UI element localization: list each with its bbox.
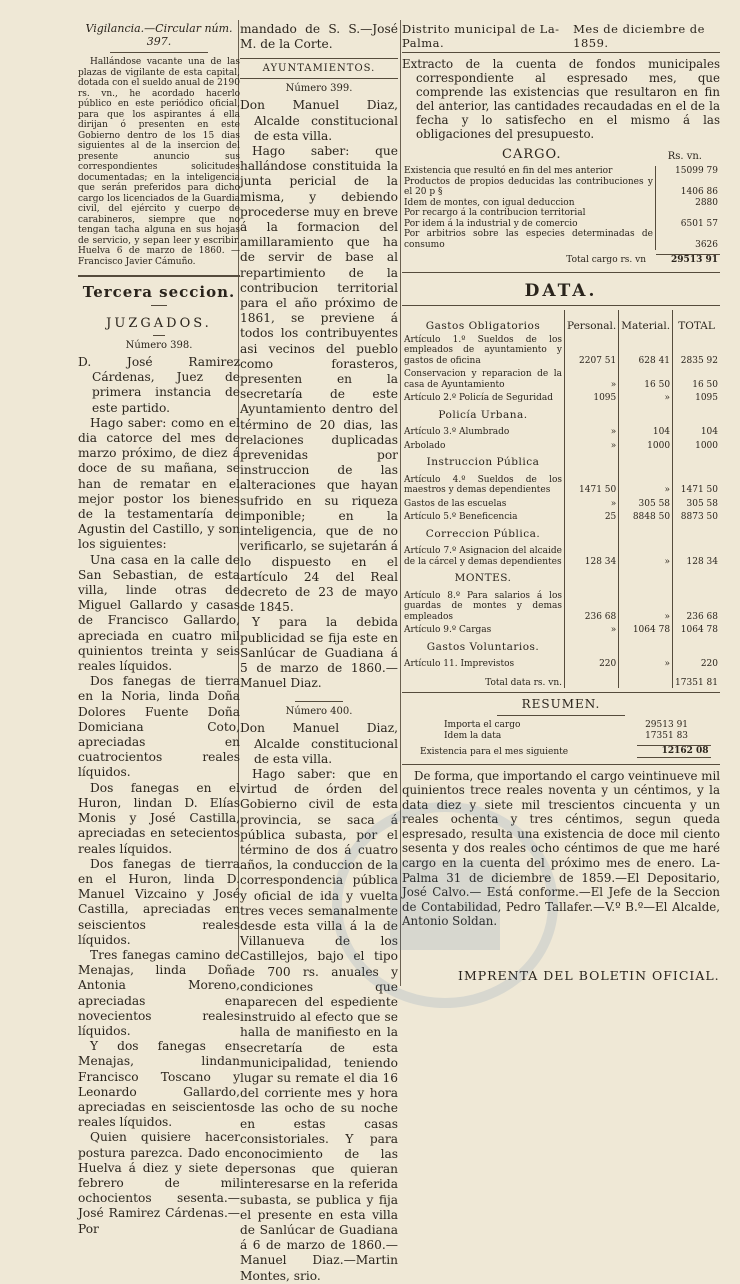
data-cell-personal: 1095 [565,390,619,404]
data-cell-material: 16 50 [619,366,673,390]
juzgados-heading: JUZGADOS. [106,316,212,331]
resumen-amount: 29513 91 [645,720,689,730]
cargo-row [402,166,720,177]
vigilancia-header: Vigilancia.—Circular núm. 397. [85,22,233,48]
month-label: Mes de diciembre de 1859. [573,22,705,50]
data-total-row [402,670,720,689]
data-section-label: Policía Urbana. [438,408,528,421]
juez-intro: D. José Ramirez Cárdenas, Juez de primera instancia de este partido. [78,355,240,415]
extracto-intro: Extracto de la cuenta de fondos municipales correspondiente al espresado mes, que comprende las existencias que resultaron en fin del anterior, las cantidades recaudadas en el de la fecha y lo satisfecho en el mismo á las obligaciones del presupuesto. [402,57,720,141]
data-cell-empty [673,567,720,588]
district-header [402,22,720,50]
data-cell-personal: 220 [565,656,619,670]
resumen-label: Idem la data [444,730,502,741]
data-cell-label: Artículo 1.º Sueldos de los empleados de ayuntamiento y gastos de oficina [404,334,562,366]
data-cell-personal: 1471 50 [565,472,619,496]
data-cell-total: 8873 50 [673,509,720,523]
column-2 [240,22,398,1284]
data-cell-material [619,670,673,689]
data-cell-material: » [619,472,673,496]
data-section-row [402,523,720,544]
cargo-row-label: Productos de propios deducidas las contribuciones y el 20 p § [404,176,653,197]
data-cell-personal: 25 [565,509,619,523]
data-cell-material: 305 58 [619,496,673,510]
data-cell-label: Conservacion y reparacion de la casa de Ayuntamiento [404,369,562,390]
data-title: DATA. [524,280,598,301]
existencia-label: Existencia para el mes siguiente [420,746,569,757]
data-cell-total: 220 [673,656,720,670]
data-row [402,622,720,636]
existencia-row [418,745,711,758]
cargo-row-label: Por arbitrios sobre las especies determinadas de consumo [404,229,653,250]
paragraph-subasta: Hago saber: que en virtud de órden del Gobierno civil de esta provincia, se saca á pública subasta, por el término de dos á cuatro años, la conduccion de la correspondencia pública y oficial de ida y vuelta tres veces semanalmente desde esta villa á la de Villanueva de los Castillejos, bajo el tipo de 700 rs. anuales y condiciones que aparecen del espediente instruido al efecto que se halla de manifiesto en la secretaría de esta municipalidad, teniendo lugar su remate el dia 16 del corriente mes y hora de las ocho de su noche en estas casas consistoriales. Y para conocimiento de las personas que quieran interesarse en la referida subasta, se publica y fija el presente en esta villa de Sanlúcar de Guadiana á 6 de marzo de 1860.—Manuel Diaz.—Martin Montes, srio. [240,766,398,1283]
data-cell-personal: » [565,424,619,438]
cargo-row-amount [656,208,721,219]
data-cell-personal: » [565,622,619,636]
data-row [402,366,720,390]
data-section-label: Gastos Voluntarios. [426,640,540,653]
data-cell-total: 2835 92 [673,332,720,367]
data-section-label: MONTES. [454,572,512,584]
cargo-row-label: Existencia que resultó en fin del mes anterior [404,166,613,176]
vigilancia-text: Hallándose vacante una de las plazas de vigilante de esta capital, dotada con el sueldo anual de 2190 rs. vn., he acordado hacerlo público en este periódico oficial, para que los aspirantes á ella dirijan ó presenten en este Gobierno dentro de los 15 dias siguientes al de la insercion del presente anuncio sus correspondientes solicitudes documentadas; en la inteligencia que serán preferidos para dicho cargo los licenciados de la Guardia civil, del ejército y cuerpo de carabineros, siempre que no tengan tacha alguna en sus hojas de servicio, y sepan leer y escribir. Huelva 6 de marzo de 1860. —Francisco Javier Cámuño. [78,57,240,267]
data-cell-empty [565,567,619,588]
data-cell-label: Gastos de las escuelas [404,498,507,509]
data-cell-total: 104 [673,424,720,438]
data-cell-label: Artículo 7.º Asignacion del alcaide de la cárcel y demas dependientes [404,546,562,567]
rs-vn-label: Rs. vn. [667,151,702,162]
data-cell-label: Artículo 3.º Alumbrado [404,427,510,437]
data-cell-personal: 2207 51 [565,332,619,367]
paragraph-publicidad: Y para la debida publicidad se fija este en Sanlúcar de Guadiana á 5 de marzo de 1860.—Manuel Diaz. [240,615,398,691]
data-cell-material: 628 41 [619,332,673,367]
col-header-personal: Personal. [565,310,619,332]
cargo-row-amount: 6501 57 [656,219,721,230]
data-cell-total: 128 34 [673,543,720,567]
resumen-amount: 17351 83 [645,730,689,741]
column-divider-2 [400,20,401,986]
data-row [402,424,720,438]
data-cell-material: » [619,543,673,567]
number-398: Número 398. [125,340,193,351]
alcalde-intro-399: Don Manuel Diaz, Alcalde constitucional de esta villa. [240,98,398,143]
data-cell-empty [565,523,619,544]
cargo-row-amount: 1406 86 [656,177,721,198]
resumen-row [442,720,690,731]
data-table [402,310,720,689]
cargo-row [402,177,720,198]
column-1 [78,22,240,1237]
cargo-row-amount: 15099 79 [656,166,721,177]
paragraph-amillaramiento: Hago saber: que hallándose constituida la junta pericial de la misma, y debiendo procederse muy en breve á la formacion del amillaramiento que ha de servir de base al repartimiento de la contribucion territorial para el año próximo de 1861, se previene á todos los contribuyentes asi vecinos del pueblo como forasteros, presenten en la secretaría de este Ayuntamiento dentro del término de 20 dias, las relaciones duplicadas prevenidas por instruccion de las alteraciones que hayan sufrido en su riqueza imponible; en la inteligencia, que de no verificarlo, se sujetarán á lo dispuesto en el artículo 24 del Real decreto de 23 de mayo de 1845. [240,144,398,615]
paragraph-hago-saber: Hago saber: como en el dia catorce del mes de marzo próximo, de diez á doce de su mañana, se han de rematar en el mejor postor los bienes de la testamentaría de Agustin del Castillo, y son los siguientes: [78,415,240,552]
cargo-row-label: Idem de montes, con igual deduccion [404,197,575,208]
data-cell-empty [619,451,673,472]
data-cell-total: 1000 [673,438,720,452]
data-cell-empty [619,523,673,544]
data-cell-personal [565,670,619,689]
data-cell-total: 1064 78 [673,622,720,636]
data-cell-label: Artículo 4.º Sueldos de los maestros y demas dependientes [404,474,562,495]
cargo-row [402,208,720,219]
data-row [402,438,720,452]
data-cell-empty [565,636,619,657]
data-cell-material: 8848 50 [619,509,673,523]
conclusion: De forma, que importando el cargo veintinueve mil quinientos trece reales noventa y un céntimos, y la data diez y siete mil trescientos cincuenta y un reales ochenta y tres céntimos, segun queda espresado, resulta una existencia de doce mil ciento sesenta y dos reales ocho céntimos de que me haré cargo en la cuenta del próximo mes de enero. La-Palma 31 de diciembre de 1859.—El Depositario, José Calvo.— Está conforme.—El Jefe de la Seccion de Contabilidad, Pedro Tallafer.—V.º B.º—El Alcalde, Antonio Soldan. [402,768,720,929]
data-cell-material: » [619,390,673,404]
col-header-material: Material. [619,310,673,332]
data-row [402,496,720,510]
cargo-title: CARGO. [502,147,562,162]
data-cell-label: Total data rs. vn. [485,677,562,688]
data-cell-personal: 236 68 [565,588,619,623]
resumen-row [442,731,690,742]
data-cell-total: 16 50 [673,366,720,390]
cargo-table [402,166,720,250]
data-cell-total: 305 58 [673,496,720,510]
data-cell-personal: » [565,496,619,510]
data-cell-empty [619,636,673,657]
section-title: Tercera seccion. [82,283,236,301]
data-row [402,656,720,670]
data-cell-material: 1064 78 [619,622,673,636]
data-section-row [402,404,720,425]
data-row [402,390,720,404]
data-cell-empty [673,404,720,425]
paragraph-huron-1: Dos fanegas en el Huron, lindan D. Elías Monis y José Castilla, apreciadas en setecientos reales líquidos. [78,780,240,856]
data-section-label: Correccion Pública. [425,527,541,540]
data-row [402,588,720,623]
data-cell-empty [619,567,673,588]
imprenta-footer: IMPRENTA DEL BOLETIN OFICIAL. [458,968,720,983]
data-cell-personal: » [565,366,619,390]
data-cell-label: Artículo 2.º Policía de Seguridad [404,393,554,403]
cargo-row-label: Por idem á la industrial y de comercio [404,218,578,229]
cargo-block [402,147,720,266]
cargo-row-label: Por recargo á la contribucion territorial [404,208,586,218]
resumen-title: RESUMEN. [521,697,601,711]
data-section-row [402,451,720,472]
data-row [402,543,720,567]
data-section-label: Instruccion Pública [426,456,540,468]
data-cell-personal: 128 34 [565,543,619,567]
paragraph-menajas-1: Tres fanegas camino de Menajas, linda Doña Antonia Moreno, apreciadas en novecientos reales líquidos. [78,947,240,1038]
resumen-table [442,720,690,741]
data-row [402,472,720,496]
data-cell-label: Artículo 9.º Cargas [404,625,492,635]
data-cell-total: 1095 [673,390,720,404]
data-cell-material: 1000 [619,438,673,452]
col-header-total: TOTAL [673,310,720,332]
data-section-row [402,636,720,657]
data-cell-personal: » [565,438,619,452]
existencia-amount: 12162 08 [637,746,710,758]
data-cell-empty [673,636,720,657]
data-cell-empty [673,451,720,472]
cargo-total-row [402,254,720,266]
number-399: Número 399. [285,83,353,95]
resumen-label: Importa el cargo [444,720,521,730]
cargo-total-label: Total cargo rs. vn [566,255,646,265]
data-section-row [402,567,720,588]
col-header-gastos: Gastos Obligatorios [425,320,541,332]
cargo-row [402,229,720,250]
data-cell-label: Artículo 5.º Beneficencia [404,512,518,522]
data-cell-total: 1471 50 [673,472,720,496]
data-cell-material: » [619,588,673,623]
cargo-row-amount: 2880 [656,198,721,209]
paragraph-quien: Quien quisiere hacer postura parezca. Dado en Huelva á diez y siete de febrero de mil ochocientos sesenta.— José Ramirez Cárdenas.—Por [78,1130,240,1236]
paragraph-casa: Una casa en la calle de San Sebastian, de esta villa, linde otras de Miguel Gallardo y casas de Francisco Gallardo, apreciada en cuatro mil quinientos treinta y seis reales líquidos. [78,552,240,674]
mandado-continuation: mandado de S. S.—José M. de la Corte. [240,22,398,52]
data-cell-label: Artículo 11. Imprevistos [404,659,515,669]
column-3 [402,22,720,929]
data-cell-empty [619,404,673,425]
data-cell-total: 236 68 [673,588,720,623]
number-400: Número 400. [285,706,353,718]
data-row [402,332,720,367]
cargo-total: 29513 91 [656,255,720,266]
paragraph-huron-2: Dos fanegas de tierra en el Huron, linda D. Manuel Vizcaino y José Castilla, apreciadas en seiscientos reales líquidos. [78,856,240,947]
data-cell-label: Arbolado [404,440,446,451]
data-cell-total: 17351 81 [673,670,720,689]
cargo-row [402,198,720,209]
data-cell-empty [565,451,619,472]
ayuntamientos-heading: AYUNTAMIENTOS. [262,63,376,75]
data-cell-label: Artículo 8.º Para salarios á los guardas de montes y demas empleados [404,590,562,622]
data-row [402,509,720,523]
cargo-row-amount: 3626 [656,229,721,250]
paragraph-menajas-2: Y dos fanegas en Menajas, lindan Francisco Toscano y Leonardo Gallardo, apreciadas en seiscientos reales líquidos. [78,1039,240,1130]
district-name: Distrito municipal de La-Palma. [402,22,560,50]
alcalde-intro-400: Don Manuel Diaz, Alcalde constitucional de esta villa. [240,721,398,766]
data-cell-material: » [619,656,673,670]
data-cell-material: 104 [619,424,673,438]
data-cell-empty [565,404,619,425]
cargo-row [402,219,720,230]
data-cell-empty [673,523,720,544]
paragraph-noria: Dos fanegas de tierra en la Noria, linda Doña Dolores Fuente Doña Domiciana Coto, apreciadas en cuatrocientos reales líquidos. [78,674,240,780]
